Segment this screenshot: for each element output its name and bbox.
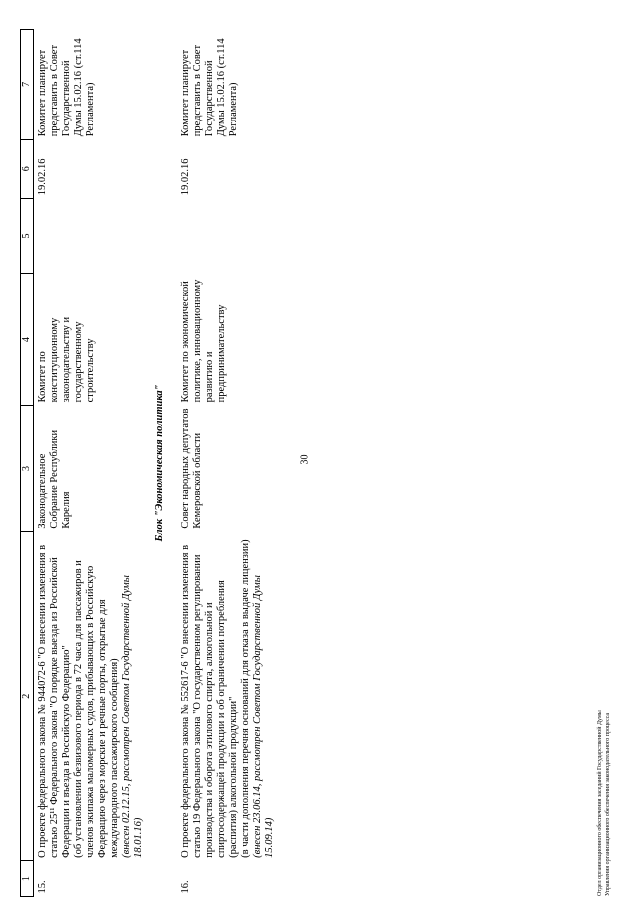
bill-title: О проекте федерального закона № 552617-6 "О внесении изменения в статью 19 Федерального закона "О государственном регулировании производства и оборота этилового спирта, алкогольной и спиртосодержащей продукции и об ограничении потребления (распития) алкогольной продукции"	[180, 544, 239, 858]
bill-author: Совет народных депутатов Кемеровской области	[180, 408, 203, 529]
rotated-page	[0, 25, 590, 905]
footer-line-1: Отдел организационного обеспечения заседаний Государственной Думы	[597, 710, 603, 896]
section-row	[146, 30, 176, 897]
date-cell: 19.02.16	[37, 158, 48, 196]
plan-cell: Комитет планирует представить в Совет Государственной Думы 15.02.16 (ст.114 Регламента)	[180, 38, 239, 137]
col-header-5: 5	[21, 198, 34, 273]
footer	[596, 596, 612, 896]
bill-author: Законодательное Собрание Республики Карелия	[37, 429, 72, 529]
col5-cell	[176, 198, 277, 273]
col-header-1: 1	[21, 861, 34, 897]
header-row	[21, 30, 34, 897]
bill-description	[176, 532, 277, 861]
section-title: Блок "Экономическая политика"	[154, 384, 165, 542]
responsible-committee: Комитет по конституционному законодательству и государственному строительству	[37, 316, 96, 403]
col-header-2: 2	[21, 532, 34, 861]
plan-cell: Комитет планирует представить в Совет Государственной Думы 15.02.16 (ст.114 Регламента)	[37, 38, 96, 137]
col5-cell	[34, 198, 147, 273]
table-row	[34, 30, 147, 897]
bill-meta: (внесен 02.12.15, рассмотрен Советом Государственной Думы 18.01.16)	[121, 575, 144, 858]
col-header-4: 4	[21, 274, 34, 406]
footer-line-2: Управления организационного обеспечения законодательного процесса	[605, 712, 611, 896]
col-header-3: 3	[21, 405, 34, 531]
row-number: 15.	[37, 880, 48, 894]
table-row	[176, 30, 277, 897]
bill-title: О проекте федерального закона № 944072-6 "О внесении изменения в статью 25¹¹ Федерального закона "О порядке выезда из Российской Федерации и въезда в Российскую Федерацию"	[37, 544, 72, 858]
responsible-committee: Комитет по экономической политике, инновационному развитию и предпринимательству	[180, 279, 227, 403]
row-number: 16.	[180, 880, 191, 894]
bill-description	[34, 532, 147, 861]
date-cell: 19.02.16	[180, 158, 191, 196]
col-header-7: 7	[21, 30, 34, 140]
col-header-6: 6	[21, 139, 34, 198]
page-number: 30	[299, 454, 311, 465]
bills-table	[20, 29, 277, 897]
bill-note: (об установлении безвизового периода в 72 часа для пассажиров и членов экипажа маломерных судов, прибывающих в Российскую Федерацию через морские и речные порты, открытые для международного пассажирского сообщения)	[73, 560, 120, 858]
bill-meta: (внесен 23.06.14, рассмотрен Советом Государственной Думы 15.09.14)	[252, 575, 275, 858]
bill-note: (в части дополнения перечня оснований для отказа в выдаче лицензии)	[240, 539, 251, 858]
